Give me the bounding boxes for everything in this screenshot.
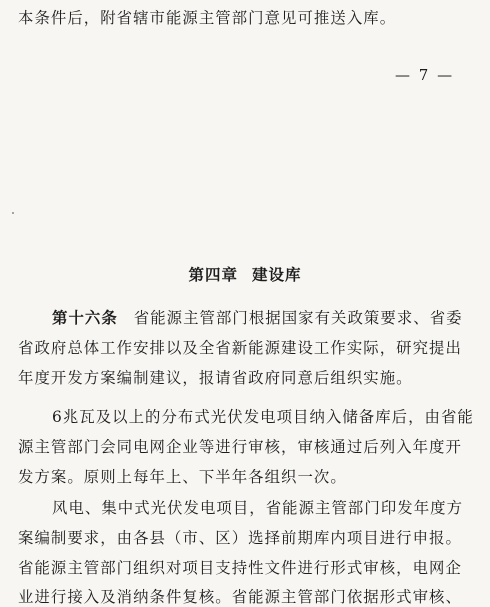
chapter-number: 第四章	[188, 265, 238, 284]
paragraph-line: 源主管部门会同电网企业等进行审核，审核通过后列入年度开	[18, 438, 462, 456]
chapter-title: 建设库	[252, 265, 302, 284]
paragraph-line: 6兆瓦及以上的分布式光伏发电项目纳入储备库后，由省能	[52, 408, 474, 426]
chapter-heading	[0, 263, 490, 285]
scan-speck	[12, 212, 14, 214]
paragraph-line: 业进行接入及消纳条件复核。省能源主管部门依据形式审核、	[18, 588, 462, 606]
paragraph-line: 风电、集中式光伏发电项目，省能源主管部门印发年度方	[52, 499, 464, 517]
article-line: 省政府总体工作安排以及全省新能源建设工作实际，研究提出	[18, 339, 462, 357]
paragraph-line: 发方案。原则上每年上、下半年各组织一次。	[18, 468, 347, 486]
article-line: 年度开发方案编制建议，报请省政府同意后组织实施。	[18, 369, 413, 387]
article-text: 省能源主管部门根据国家有关政策要求、省委	[133, 309, 463, 327]
article-first-line	[52, 308, 463, 328]
paragraph-line: 省能源主管部门组织对项目支持性文件进行形式审核，电网企	[18, 559, 462, 577]
paragraph-line: 案编制要求，由各县（市、区）选择前期库内项目进行申报。	[18, 529, 462, 547]
continued-text-line: 本条件后，附省辖市能源主管部门意见可推送入库。	[18, 9, 397, 27]
page-number: — 7 —	[395, 66, 455, 84]
article-label: 第十六条	[52, 309, 118, 327]
